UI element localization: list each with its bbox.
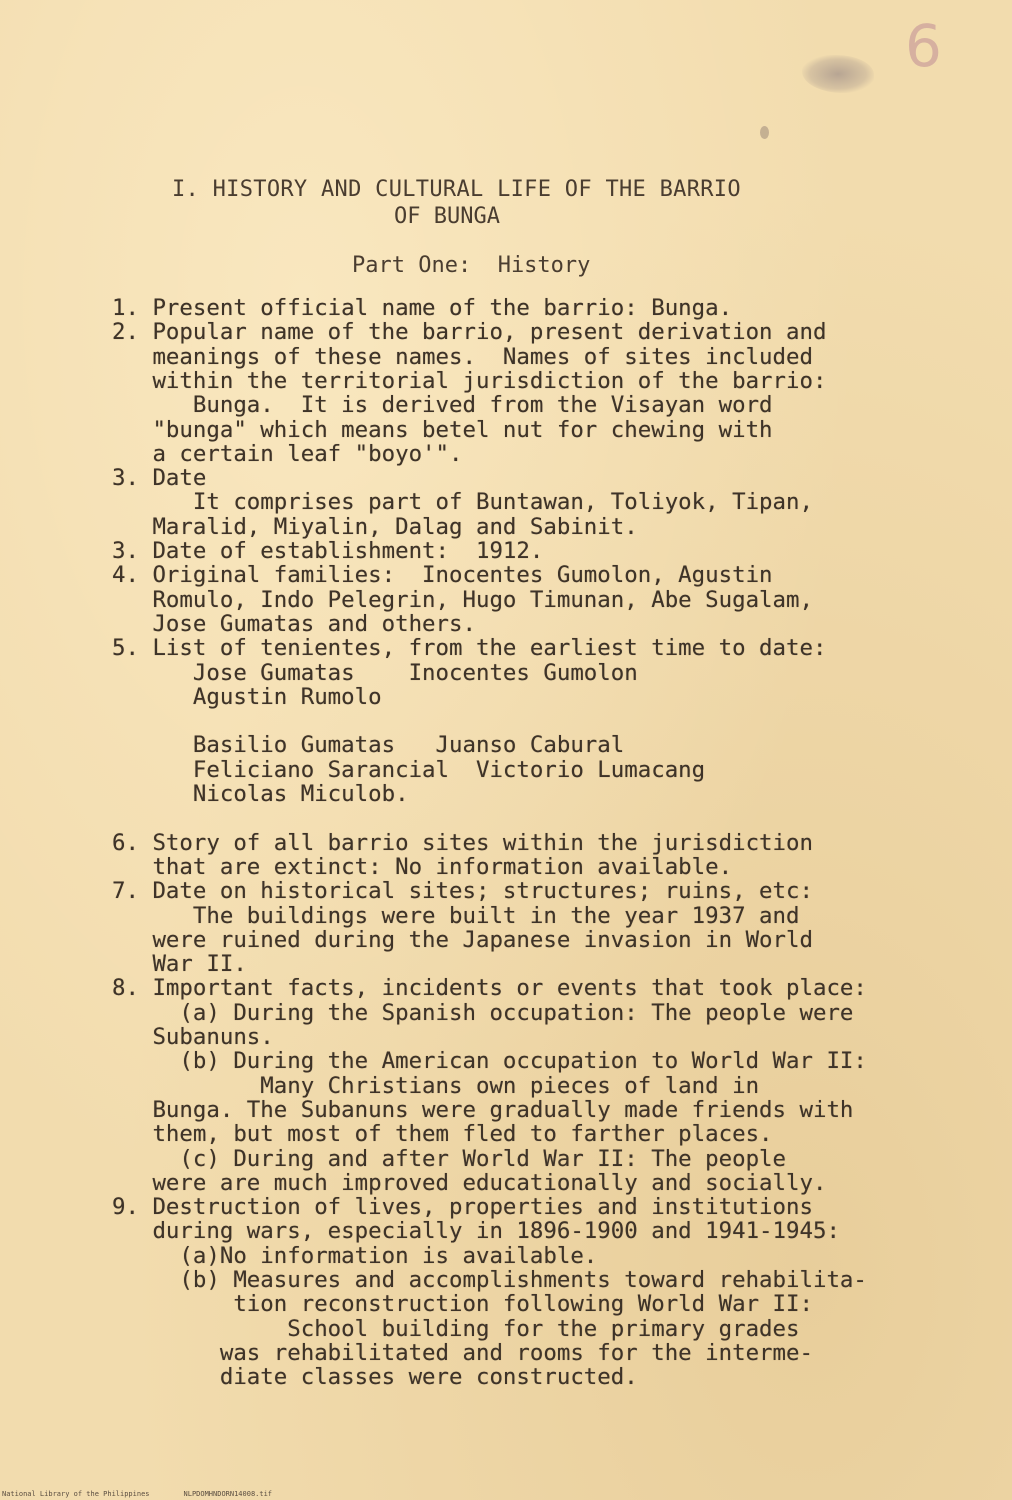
text-line: during wars, especially in 1896-1900 and 1941-1945: <box>112 1218 840 1245</box>
text-line: Romulo, Indo Pelegrin, Hugo Timunan, Abe Sugalam, <box>112 586 813 613</box>
text-line: The buildings were built in the year 1937 and <box>112 902 800 929</box>
text-line: Jose Gumatas and others. <box>112 610 476 637</box>
text-line: 1. Present official name of the barrio: Bunga. <box>112 295 733 321</box>
text-line: 6. Story of all barrio sites within the jurisdiction <box>112 829 813 856</box>
text-line: 9. Destruction of lives, properties and institutions <box>112 1194 813 1221</box>
footer-attribution <box>2 1490 306 1499</box>
text-line: Bunga. The Subanuns were gradually made friends with <box>112 1096 854 1123</box>
text-line: 5. List of tenientes, from the earliest time to date: <box>112 635 827 662</box>
text-line: (c) During and after World War II: The people <box>112 1145 787 1172</box>
text-line: were are much improved educationally and socially. <box>112 1169 827 1196</box>
text-line: Maralid, Miyalin, Dalag and Sabinit. <box>112 513 638 540</box>
text-line: 4. Original families: Inocentes Gumolon, Agustin <box>112 562 773 589</box>
text-line: School building for the primary grades <box>112 1315 800 1342</box>
text-line: was rehabilitated and rooms for the interme- <box>112 1339 813 1366</box>
text-line: (b) Measures and accomplishments toward rehabilita- <box>112 1267 867 1293</box>
text-line: Agustin Rumolo <box>112 683 382 710</box>
text-line: meanings of these names. Names of sites included <box>112 343 813 370</box>
text-line: 8. Important facts, incidents or events that took place: <box>112 975 867 1002</box>
text-line: Jose Gumatas Inocentes Gumolon <box>112 659 638 686</box>
footer-file-id: NLPDOMHNDORN14008.tif <box>183 1490 273 1498</box>
text-line: them, but most of them fled to farther places. <box>112 1121 773 1148</box>
text-line: Feliciano Sarancial Victorio Lumacang <box>112 756 706 783</box>
text-line: 3. Date of establishment: 1912. <box>112 538 544 564</box>
document-title-line2: OF BUNGA <box>394 204 500 229</box>
ink-dot <box>760 126 769 139</box>
text-line: tion reconstruction following World War II: <box>112 1291 813 1318</box>
text-line: Basilio Gumatas Juanso Cabural <box>112 732 625 759</box>
text-line: Subanuns. <box>112 1024 274 1050</box>
text-line: 2. Popular name of the barrio, present derivation and <box>112 319 827 346</box>
text-line: were ruined during the Japanese invasion in World <box>112 926 813 953</box>
text-line: within the territorial jurisdiction of the barrio: <box>112 367 827 394</box>
footer-library: National Library of the Philippines <box>2 1490 150 1498</box>
document-title-line1: I. HISTORY AND CULTURAL LIFE OF THE BARRIO <box>172 177 741 202</box>
text-line: Nicolas Miculob. <box>112 781 409 807</box>
section-heading: Part One: History <box>352 253 591 278</box>
text-line: (b) During the American occupation to World War II: <box>112 1048 867 1075</box>
text-line: 7. Date on historical sites; structures; ruins, etc: <box>112 878 813 905</box>
ink-smudge <box>802 55 874 93</box>
page-number: 6 <box>905 12 942 80</box>
text-line: 3. Date <box>112 465 207 492</box>
text-line: (a)No information is available. <box>112 1242 598 1269</box>
text-line: It comprises part of Buntawan, Toliyok, Tipan, <box>112 489 813 516</box>
text-line: "bunga" which means betel nut for chewing with <box>112 416 773 443</box>
text-line: Many Christians own pieces of land in <box>112 1072 760 1099</box>
text-line: that are extinct: No information available. <box>112 853 733 880</box>
text-line: Bunga. It is derived from the Visayan word <box>112 392 773 419</box>
text-line: diate classes were constructed. <box>112 1364 638 1391</box>
text-line: (a) During the Spanish occupation: The people were <box>112 999 854 1026</box>
text-line: a certain leaf "boyo'". <box>112 440 463 467</box>
text-line: War II. <box>112 951 247 978</box>
